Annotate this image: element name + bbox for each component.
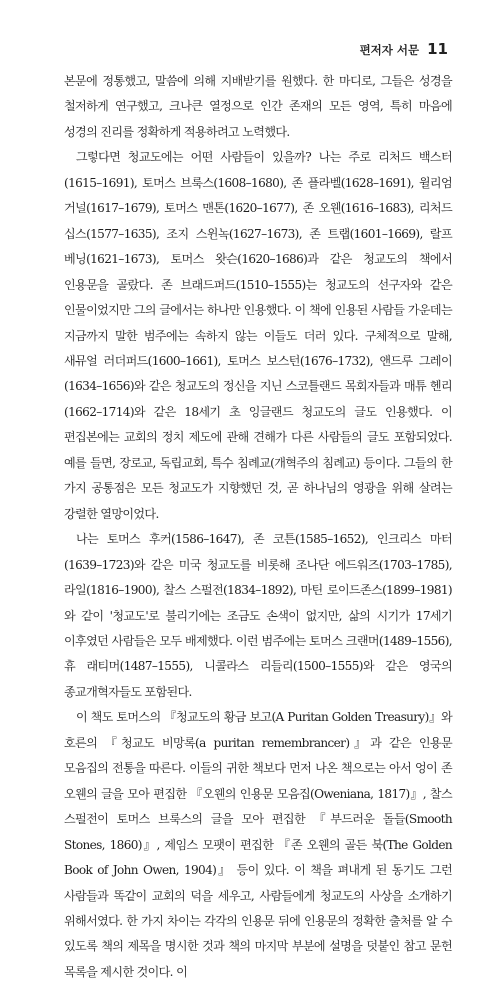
- paragraph-3: 나는 토머스 후커(1586–1647), 존 코튼(1585–1652), 인크리스 마터(1639–1723)와 같은 미국 청교도를 비롯해 조나단 에드워즈(1703–1785), 라일(1816–1900), 찰스 스펄전(1834–1892), 마틴 로이드존스(1899–1981)와 같이 '청교도'로 불리기에는 조금도 손색이 없지만, 삶의 시기가 17세기 이후였던 사람들은 모두 배제했다. 이런 범주에는 토머스 크랜머(1489–1556), 휴 래티머(1487–1555), 니콜라스 리들리(1500–1555)와 같은 영국의 종교개혁자들도 포함된다.: [64, 532, 452, 699]
- page-number: 11: [427, 40, 448, 58]
- paragraph-2: 그렇다면 청교도에는 어떤 사람들이 있을까? 나는 주로 리처드 백스터(1615–1691), 토머스 브룩스(1608–1680), 존 플라벨(1628–1691), 윌리엄 거널(1617–1679), 토머스 맨톤(1620–1677), 존 오웬(1616–1683), 리처드 십스(1577–1635), 조지 스윈녹(1627–1673), 존 트랩(1601–1669), 랄프 베닝(1621–1673), 토머스 왓슨(1620–1686)과 같은 청교도의 책에서 인용문을 골랐다. 존 브래드퍼드(1510–1555)는 청교도의 선구자와 같은 인물이었지만 그의 글에서는 하나만 인용했다. 이 책에 인용된 사람들 가운데는 지금까지 말한 범주에는 속하지 않는 이들도 더러 있다. 구체적으로 말해, 새뮤얼 러더퍼드(1600–1661), 토머스 보스턴(1676–1732), 앤드루 그레이(1634–1656)와 같은 청교도의 정신을 지닌 스코틀랜드 목회자들과 매튜 헨리(1662–1714)와 같은 18세기 초 잉글랜드 청교도의 글도 인용했다. 이 편집본에는 교회의 정치 제도에 관해 견해가 다른 사람들의 글도 포함되었다. 예를 들면, 장로교, 독립교회, 특수 침례교(개혁주의 침례교) 등이다. 그들의 한 가지 공통점은 모든 청교도가 지향했던 것, 곧 하나님의 영광을 위해 살려는 강렬한 열망이었다.: [64, 150, 452, 521]
- paragraph-4: 이 책도 토머스의 『청교도의 황금 보고(A Puritan Golden Treasury)』와 호른의 『청교도 비망록(a puritan remembrancer)』과 같은 인용문 모음집의 전통을 따른다. 이들의 귀한 책보다 먼저 나온 책으로는 아서 엉이 존 오웬의 글을 모아 편집한 『오웬의 인용문 모음집(Oweniana, 1817)』, 찰스 스펄전이 토머스 브룩스의 글을 모아 편집한 『부드러운 돌들(Smooth Stones, 1860)』, 제임스 모팻이 편집한 『존 오웬의 골든 북(The Golden Book of John Owen, 1904)』 등이 있다. 이 책을 펴내게 된 동기도 그런 사람들과 똑같이 교회의 덕을 세우고, 사람들에게 청교도의 사상을 소개하기 위해서였다. 한 가지 차이는 각각의 인용문 뒤에 인용문의 정확한 출처를 알 수 있도록 책의 제목을 명시한 것과 책의 마지막 부분에 설명을 덧붙인 참고 문헌 목록을 제시한 것이다. 이: [64, 710, 452, 979]
- body-text: [64, 69, 452, 985]
- paragraph-1: 본문에 정통했고, 말씀에 의해 지배받기를 원했다. 한 마디로, 그들은 성경을 철저하게 연구했고, 크나큰 열정으로 인간 존재의 모든 영역, 특히 마음에 성경의 진리를 정확하게 적용하려고 노력했다.: [64, 74, 452, 139]
- running-title: 편저자 서문: [359, 43, 420, 57]
- page-header: [360, 40, 448, 58]
